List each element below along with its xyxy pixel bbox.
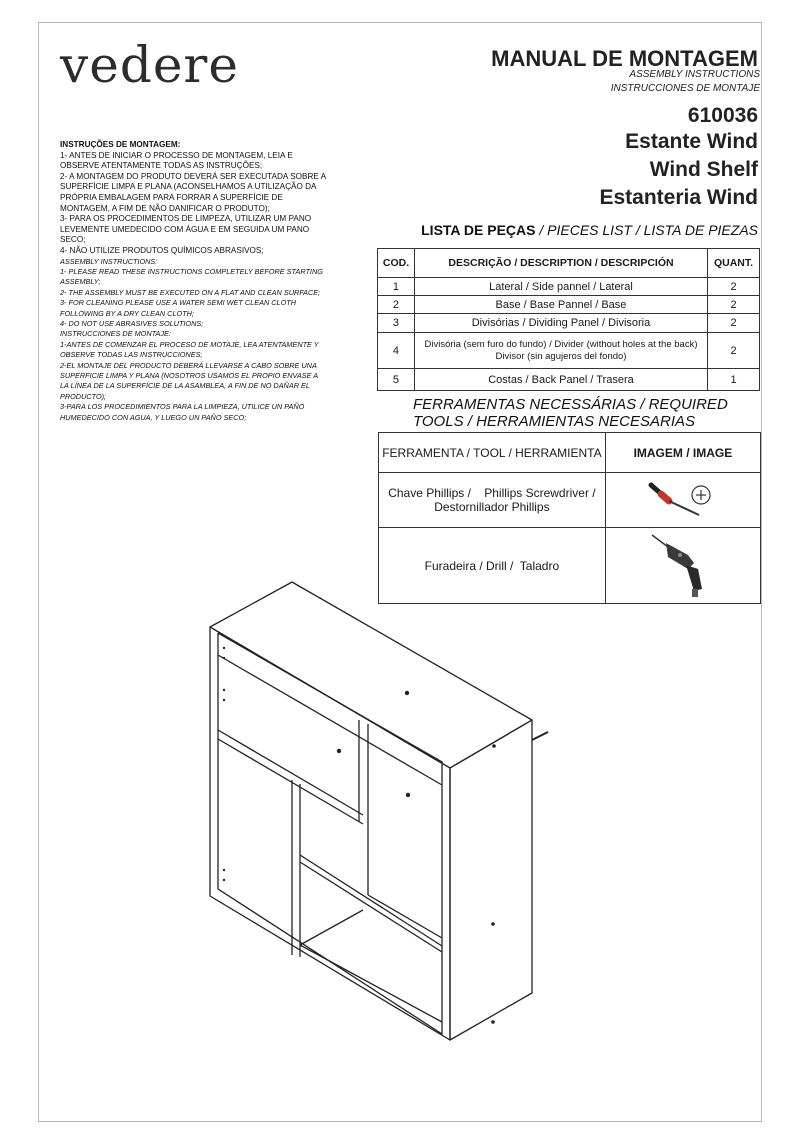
pieces-table [377, 248, 760, 391]
instruction-en-4: 4- DO NOT USE ABRASIVES SOLUTIONS; [60, 318, 204, 328]
header-desc: DESCRIÇÃO / DESCRIPTION / DESCRIPCIÓN [414, 249, 707, 278]
instruction-en-1: 1- PLEASE READ THESE INSTRUCTIONS COMPLETELY BEFORE STARTING ASSEMBLY; [60, 266, 323, 287]
instruction-es-2: 2-EL MONTAJE DEL PRODUCTO DEBERÁ LLEVARSE A CABO SOBRE UNA SUPERFICIE LIMPA Y PLANA (NOSOTROS USAMOS EL PROPIO ENVASE A LA LÍNEA DE LA SUPERFÍCIE DE LA ASAMBLEA, A FIN DE NO DAÑAR EL PRODUCTO); [60, 360, 318, 401]
instruction-pt-1: 1- ANTES DE INICIAR O PROCESSO DE MONTAGEM, LEIA E OBSERVE ATENTAMENTE TODAS AS INSTRUÇÕES; [60, 150, 293, 171]
piece-cod: 5 [378, 369, 415, 391]
piece-desc: Lateral / Side pannel / Lateral [414, 278, 707, 296]
piece-cod: 3 [378, 314, 415, 333]
instruction-es-1: 1-ANTES DE COMENZAR EL PROCESO DE MOTAJE, LEA ATENTAMENTE Y OBSERVE TODAS LAS INSTRUCCIONES; [60, 339, 319, 360]
tool-image [605, 528, 760, 604]
pieces-header-row [378, 249, 760, 278]
shelf-top-panel [210, 582, 532, 768]
tools-header-row [379, 433, 761, 473]
tools-title: FERRAMENTAS NECESSÁRIAS / REQUIRED TOOLS / HERRAMIENTAS NECESARIAS [413, 396, 728, 430]
table-row [379, 473, 761, 528]
instruction-pt-3: 3- PARA OS PROCEDIMENTOS DE LIMPEZA, UTILIZAR UM PANO LEVEMENTE UMEDECIDO COM ÁGUA E EM SEGUIDA UM PANO SECO; [60, 214, 312, 245]
instruction-es-3: 3-PARA LOS PROCEDIMIENTOS PARA LA LIMPIEZA, UTILICE UN PAÑO HUMEDECIDO CON AGUA, Y LUEGO UN PAÑO SECO; [60, 402, 305, 422]
pieces-list-title [421, 222, 758, 238]
piece-qty: 2 [708, 333, 760, 369]
product-code: 610036 [687, 104, 758, 127]
instruction-pt-2: 2- A MONTAGEM DO PRODUTO DEVERÁ SER EXECUTADA SOBRE A SUPERFÍCIE LIMPA E PLANA (ACONSELHAMOS A UTILIZAÇÃO DA PRÓPRIA EMBALAGEM PARA FORRAR A SUPERFÍCIE DE MONTAGEM, A FIM DE NÃO DANIFICAR O PRODUTO); [60, 171, 326, 213]
piece-desc-line-2: Divisor (sin agujeros del fondo) [495, 350, 627, 362]
shelf-right-side [450, 720, 532, 1040]
shelf-front-outline [210, 627, 450, 1040]
table-row [378, 278, 760, 296]
pieces-title-rest: / PIECES LIST / LISTA DE PIEZAS [535, 222, 758, 238]
header-cod: COD. [378, 249, 415, 278]
tool-name-line-1: Chave Phillips / Phillips Screwdriver / [388, 486, 596, 500]
table-row [378, 369, 760, 391]
header-image: IMAGEM / IMAGE [605, 433, 760, 473]
piece-desc: Costas / Back Panel / Trasera [414, 369, 707, 391]
manual-subtitle-en: ASSEMBLY INSTRUCTIONS [629, 69, 760, 80]
piece-qty: 2 [708, 296, 760, 314]
instruction-en-3: 3- FOR CLEANING PLEASE USE A WATER SEMI WET CLEAN CLOTH FOLLOWING BY A DRY CLEAN CLOTH; [60, 298, 296, 318]
instruction-en-2: 2- THE ASSEMBLY MUST BE EXECUTED ON A FLAT AND CLEAN SURFACE; [60, 287, 321, 297]
instruction-pt-4: 4- NÃO UTILIZE PRODUTOS QUÍMICOS ABRASIVOS; [60, 245, 264, 255]
drill-icon [648, 529, 718, 599]
piece-qty: 1 [708, 369, 760, 391]
piece-qty: 2 [708, 314, 760, 333]
piece-cod: 2 [378, 296, 415, 314]
table-row [378, 314, 760, 333]
screwdriver-icon [643, 477, 723, 521]
tool-name-line-2: Destornillador Phillips [434, 500, 550, 514]
piece-cod: 4 [378, 333, 415, 369]
piece-desc: Base / Base Pannel / Base [414, 296, 707, 314]
manual-title: MANUAL DE MONTAGEM [491, 46, 758, 71]
tool-image [605, 473, 760, 528]
piece-cod: 1 [378, 278, 415, 296]
tool-name [379, 473, 606, 528]
header-tool: FERRAMENTA / TOOL / HERRAMIENTA [379, 433, 606, 473]
piece-desc: Divisórias / Dividing Panel / Divisoria [414, 314, 707, 333]
product-name-pt: Estante Wind [625, 130, 758, 153]
tool-name: Furadeira / Drill / Taladro [379, 528, 606, 604]
header-qty: QUANT. [708, 249, 760, 278]
table-row [378, 333, 760, 369]
instructions-es-title: INSTRUCCIONES DE MONTAJE: [60, 329, 171, 339]
piece-desc [414, 333, 707, 369]
table-row [378, 296, 760, 314]
instructions-en-title: ASSEMBLY INSTRUCTIONS: [60, 256, 158, 266]
piece-qty: 2 [708, 278, 760, 296]
piece-desc-line-1: Divisória (sem furo do fundo) / Divider (without holes at the back) [424, 338, 698, 350]
pieces-title-pt: LISTA DE PEÇAS [421, 222, 536, 238]
product-name-es: Estanteria Wind [599, 186, 758, 209]
instructions-pt-title: INSTRUÇÕES DE MONTAGEM: [60, 140, 181, 149]
shelf-assembly-illustration [200, 575, 560, 1045]
assembly-instructions [60, 140, 328, 423]
manual-subtitle-es: INSTRUCCIONES DE MONTAJE [610, 83, 760, 94]
product-name-en: Wind Shelf [649, 158, 758, 181]
brand-logo: vedere [60, 36, 239, 94]
